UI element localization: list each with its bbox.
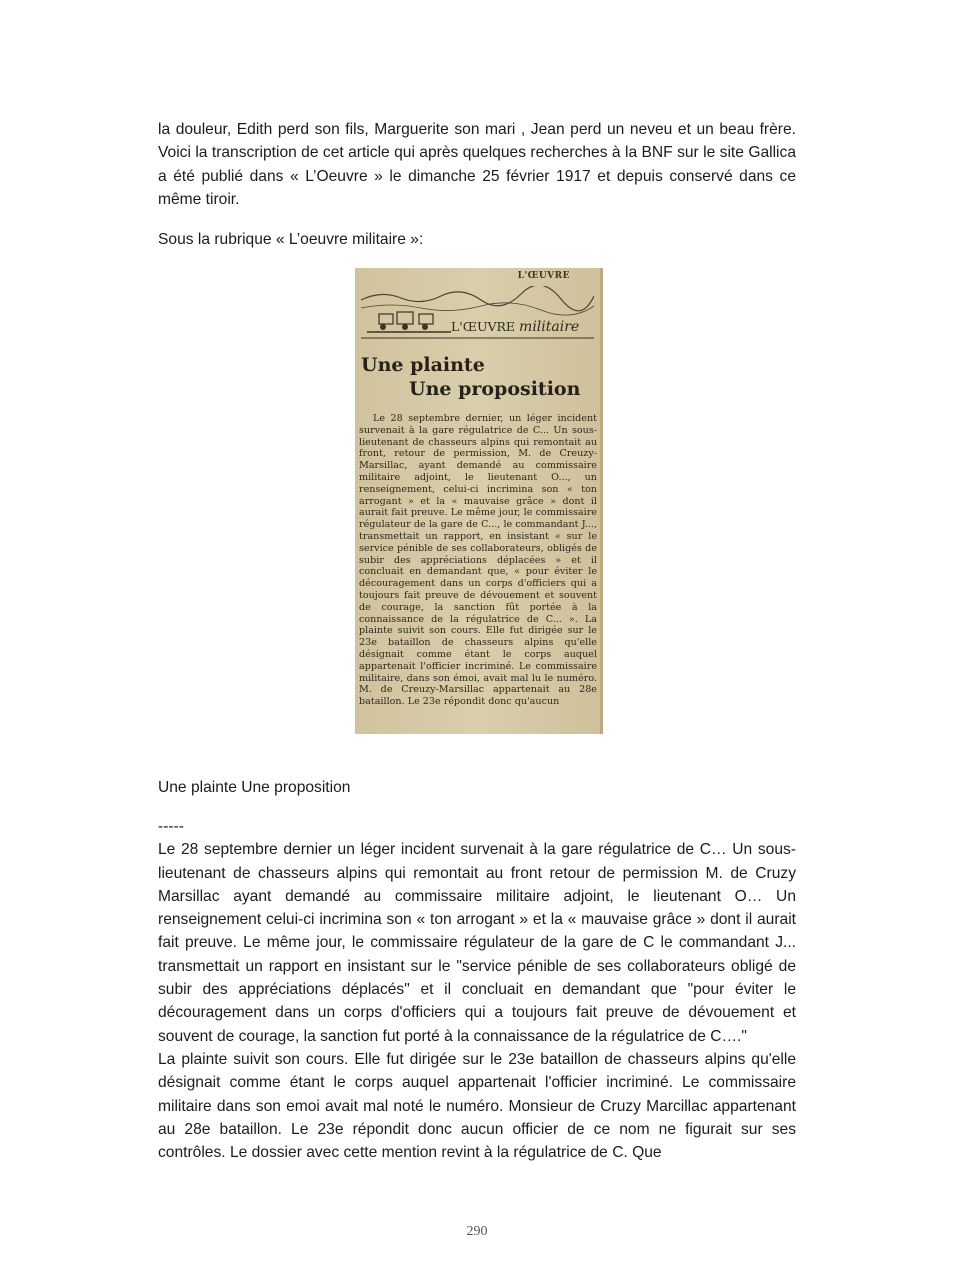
transcription-paragraph-2: La plainte suivit son cours. Elle fut dirigée sur le 23e bataillon de chasseurs alpins qu'elle désignait comme étant le corps auquel appartenait l'officier incriminé. Le commissaire militaire dans son emoi avait mal noté le numéro. Monsieur de Cruzy Marcillac appartenant au 28e bataillon. Le 23e répondit donc aucun officier de ce nom ne figurait sur ses contrôles. Le dossier avec cette mention revint à la régulatrice de C. Que [158,1050,796,1162]
intro-section [158,118,796,211]
transcription-paragraph-1: Le 28 septembre dernier un léger incident survenait à la gare régulatrice de C… Un sous-lieutenant de chasseurs alpins qui remontait au front retour de permission M. de Cruzy Marsillac ayant demandé au commissaire militaire adjoint, le lieutenant O… Un renseignement celui-ci incrimina son « ton arrogant » et la « mauvaise grâce » dont il aurait fait preuve. Le même jour, le commissaire régulateur de la gare de C le commandant J... transmettait un rapport en insistant sur le "service pénible de ses collaborateurs obligé de subir des appréciations déplacés" et il concluait en demandant que "pour éviter le découragement dans un corps d'officiers qui a toujours fait preuve de dévouement et souvent de courage, la sanction fut porté à la connaissance de la régulatrice de C…." [158,841,796,1045]
clipping-rubric-italic: militaire [519,319,580,335]
clipping-rubric-title [451,319,579,335]
transcription-body [158,815,796,1164]
newspaper-clipping-image [355,268,603,734]
clipping-source-label: L'ŒUVRE [517,271,570,281]
article-caption: Une plainte Une proposition [158,779,351,796]
intro-paragraph: la douleur, Edith perd son fils, Marguerite son mari , Jean perd un neveu et un beau frère. Voici la transcription de cet article qui après quelques recherches à la BNF sur le site Gallica a été publié dans « L’Oeuvre » le dimanche 25 février 1917 et depuis conservé dans ce même tiroir. [158,121,796,208]
clipping-rubric-main: L'ŒUVRE [451,319,516,334]
rubric-line: Sous la rubrique « L’oeuvre militaire »: [158,231,424,248]
separator-line: ----- [158,818,184,835]
page-number: 290 [466,1224,488,1239]
clipping-article-text: Le 28 septembre dernier, un léger incident survenait à la gare régulatrice de C... Un sous-lieutenant de chasseurs alpins qui remontait au front, retour de permission, M. de Creuzy-Marsillac, ayant demandé au commissaire militaire adjoint, le lieutenant O..., un renseignement, celui-ci incrimina son « ton arrogant » et la « mauvaise grâce » dont il aurait fait preuve. Le même jour, le commissaire régulateur de la gare de C..., le commandant J..., transmettait un rapport, en insistant « sur le service pénible de ses collaborateurs, obligés de subir des appréciations déplacées » et il concluait en demandant que, « pour éviter le découragement dans un corps d'officiers qui a toujours fait preuve de dévouement et souvent de courage, la sanction fût portée à la connaissance de la régulatrice de C... ». La plainte suivit son cours. Elle fut dirigée sur le 23e bataillon de chasseurs alpins qu'elle désignait comme étant le corps auquel appartenait l'officier incriminé. Le commissaire militaire, dans son émoi, avait mal lu le numéro. M. de Creuzy-Marsillac appartenait au 28e bataillon. Le 23e répondit donc qu'aucun [359,413,597,708]
clipping-headline-2: Une proposition [409,378,581,400]
clipping-headline-1: Une plainte [361,354,485,376]
